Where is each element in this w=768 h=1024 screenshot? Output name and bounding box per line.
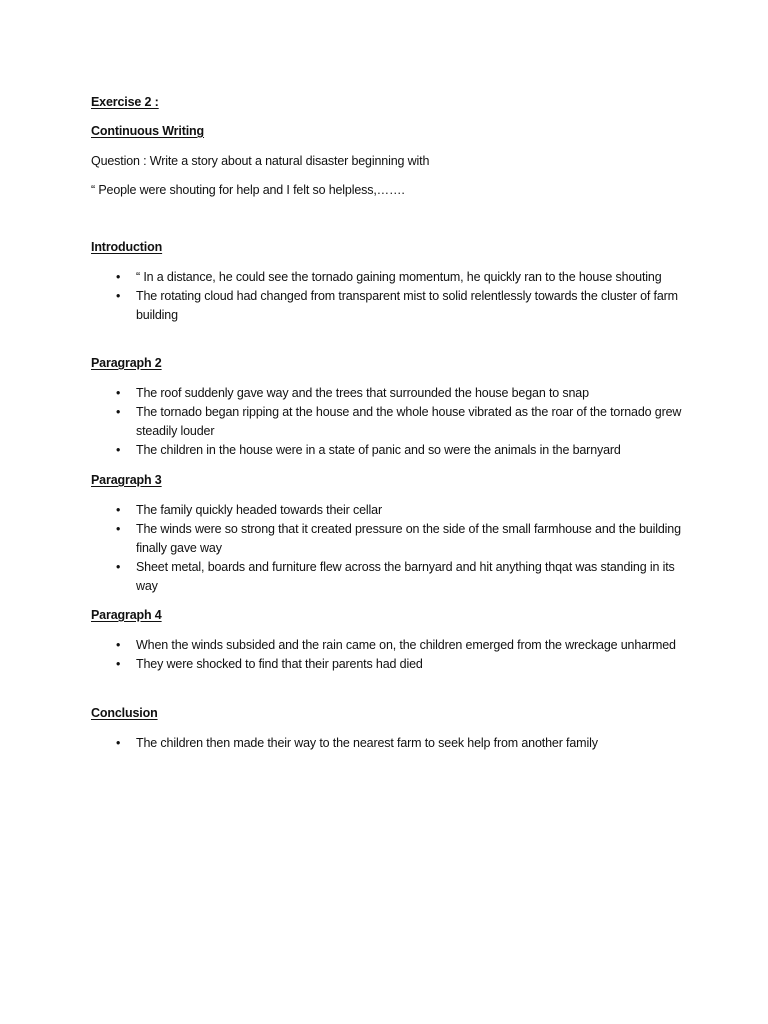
list-item-text: The family quickly headed towards their cellar xyxy=(136,503,382,517)
bullet-icon: • xyxy=(116,736,121,750)
conclusion-heading: Conclusion xyxy=(91,706,158,720)
bullet-icon: • xyxy=(116,405,121,419)
list-item-text: The winds were so strong that it created pressure on the side of the small farmhouse and the building finally gave way xyxy=(136,522,681,555)
list-item xyxy=(116,268,696,287)
bullet-icon: • xyxy=(116,560,121,574)
list-item xyxy=(116,441,696,460)
opening-quote: “ People were shouting for help and I felt so helpless,……. xyxy=(91,183,405,197)
paragraph3-heading: Paragraph 3 xyxy=(91,473,162,487)
list-item-text: The roof suddenly gave way and the trees that surrounded the house began to snap xyxy=(136,386,589,400)
list-item xyxy=(116,501,696,520)
list-item xyxy=(116,520,696,558)
exercise-label: Exercise 2 : xyxy=(91,95,159,109)
question-line: Question : Write a story about a natural disaster beginning with xyxy=(91,154,430,168)
paragraph2-list xyxy=(116,384,696,460)
list-item-text: The rotating cloud had changed from transparent mist to solid relentlessly towards the cluster of farm building xyxy=(136,289,678,322)
list-item xyxy=(116,734,696,753)
introduction-list xyxy=(116,268,696,325)
list-item xyxy=(116,558,696,596)
list-item-text: The tornado began ripping at the house and the whole house vibrated as the roar of the tornado grew steadily louder xyxy=(136,405,682,438)
bullet-icon: • xyxy=(116,522,121,536)
list-item-text: The children then made their way to the nearest farm to seek help from another family xyxy=(136,736,598,750)
bullet-icon: • xyxy=(116,503,121,517)
conclusion-list xyxy=(116,734,696,753)
list-item xyxy=(116,403,696,441)
paragraph3-list xyxy=(116,501,696,596)
bullet-icon: • xyxy=(116,386,121,400)
bullet-icon: • xyxy=(116,443,121,457)
paragraph2-heading: Paragraph 2 xyxy=(91,356,162,370)
list-item xyxy=(116,636,696,655)
list-item-text: Sheet metal, boards and furniture flew across the barnyard and hit anything thqat was standing in its way xyxy=(136,560,675,593)
introduction-heading: Introduction xyxy=(91,240,163,254)
list-item xyxy=(116,384,696,403)
bullet-icon: • xyxy=(116,657,121,671)
list-item-text: “ In a distance, he could see the tornado gaining momentum, he quickly ran to the house shouting xyxy=(136,270,662,284)
paragraph4-heading: Paragraph 4 xyxy=(91,608,162,622)
bullet-icon: • xyxy=(116,270,121,284)
list-item xyxy=(116,655,696,674)
list-item-text: They were shocked to find that their parents had died xyxy=(136,657,423,671)
section-heading: Continuous Writing xyxy=(91,124,205,138)
list-item-text: The children in the house were in a state of panic and so were the animals in the barnyard xyxy=(136,443,621,457)
bullet-icon: • xyxy=(116,638,121,652)
paragraph4-list xyxy=(116,636,696,674)
list-item-text: When the winds subsided and the rain came on, the children emerged from the wreckage unharmed xyxy=(136,638,676,652)
bullet-icon: • xyxy=(116,289,121,303)
list-item xyxy=(116,287,696,325)
